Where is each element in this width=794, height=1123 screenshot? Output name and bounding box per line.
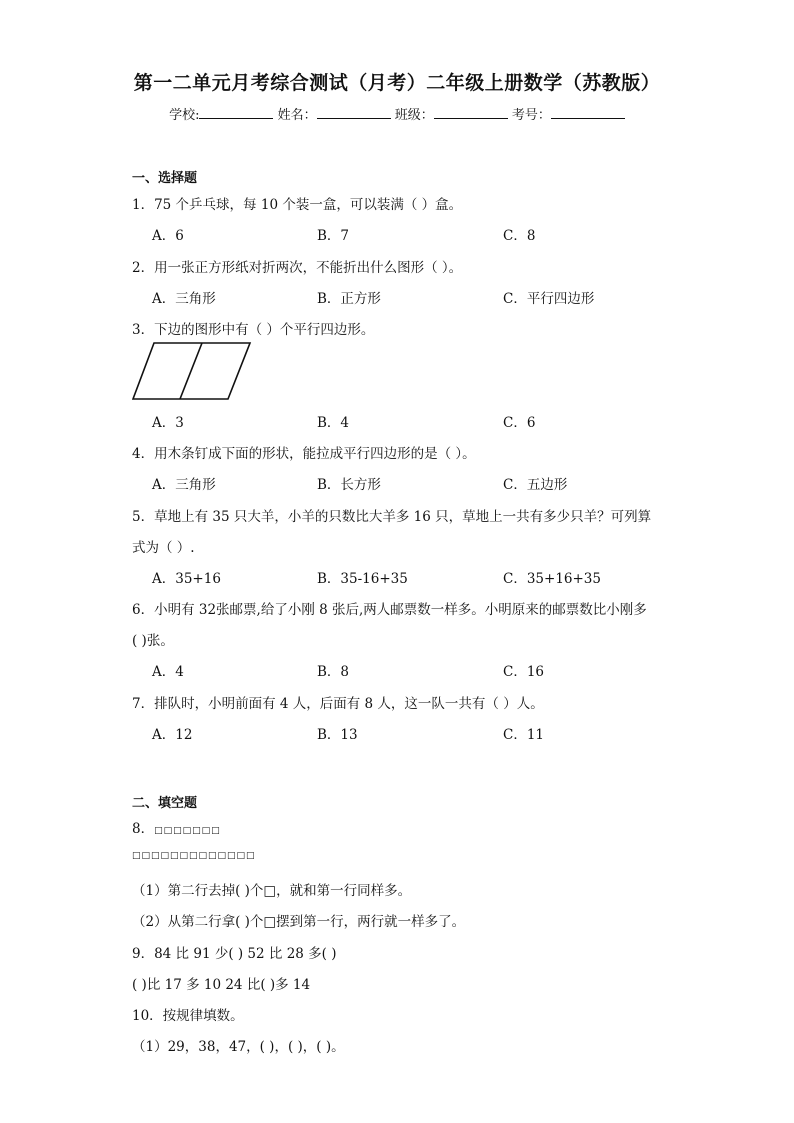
- question-7: 7．排队时，小明前面有 4 人，后面有 8 人，这一队一共有（ ）人。: [132, 696, 544, 712]
- option-a: A．6: [152, 228, 184, 244]
- question-2: 2．用一张正方形纸对折两次，不能折出什么图形（ ）。: [132, 260, 463, 276]
- question-10-sub-1: （1）29，38，47，( )，( )，( )。: [132, 1039, 345, 1055]
- section-title: 二、填空题: [132, 796, 198, 811]
- section-title: 一、选择题: [132, 171, 198, 186]
- question-8: [132, 817, 221, 837]
- option-a: A．三角形: [152, 477, 216, 493]
- option-a: A．三角形: [152, 291, 216, 307]
- option-c: C．16: [503, 664, 545, 680]
- parallelogram-figure: [132, 342, 252, 400]
- question-1: 1．75 个乒乓球，每 10 个装一盒，可以装满（ ）盒。: [132, 197, 463, 213]
- school-blank[interactable]: [199, 106, 273, 119]
- option-a: A．12: [152, 727, 193, 743]
- number-blank[interactable]: [551, 106, 625, 119]
- question-9-line-1: 9．84 比 91 少( ) 52 比 28 多( ): [132, 946, 337, 962]
- question-8-sub-1: （1）第二行去掉( )个□，就和第一行同样多。: [132, 883, 412, 899]
- option-b: B．7: [317, 228, 350, 244]
- option-c: C．8: [503, 228, 536, 244]
- question-3: 3．下边的图形中有（ ）个平行四边形。: [132, 322, 375, 338]
- question-6-line-1: 6．小明有 32张邮票,给了小刚 8 张后,两人邮票数一样多。小明原来的邮票数比小刚多: [132, 602, 647, 618]
- option-a: A．3: [152, 415, 184, 431]
- option-b: B．4: [317, 415, 350, 431]
- square-row-2: □□□□□□□□□□□□□: [132, 851, 256, 861]
- option-c: C．6: [503, 415, 536, 431]
- option-b: B．35-16+35: [317, 571, 408, 587]
- student-info-line: [0, 104, 794, 123]
- option-c: C．35+16+35: [503, 571, 601, 587]
- option-c: C．五边形: [503, 477, 568, 493]
- question-10: 10．按规律填数。: [132, 1008, 244, 1024]
- option-b: B．正方形: [317, 291, 381, 307]
- class-blank[interactable]: [434, 106, 508, 119]
- question-5-line-2: 式为（ ）.: [132, 540, 195, 556]
- option-b: B．13: [317, 727, 358, 743]
- option-b: B．长方形: [317, 477, 381, 493]
- question-9-line-2: ( )比 17 多 10 24 比( )多 14: [132, 977, 311, 993]
- question-8-sub-2: （2）从第二行拿( )个□摆到第一行，两行就一样多了。: [132, 914, 466, 930]
- name-blank[interactable]: [317, 106, 391, 119]
- option-c: C．11: [503, 727, 545, 743]
- question-5-line-1: 5．草地上有 35 只大羊，小羊的只数比大羊多 16 只，草地上一共有多少只羊？可列算: [132, 509, 652, 525]
- option-a: A．4: [152, 664, 184, 680]
- option-b: B．8: [317, 664, 350, 680]
- question-4: 4．用木条钉成下面的形状，能拉成平行四边形的是（ ）。: [132, 446, 476, 462]
- name-label: 姓名：: [277, 108, 317, 123]
- square-row-1: □□□□□□□: [154, 826, 221, 836]
- question-number: 8．: [132, 821, 155, 837]
- question-6-line-2: ( )张。: [132, 633, 174, 649]
- option-a: A．35+16: [152, 571, 221, 587]
- option-c: C．平行四边形: [503, 291, 595, 307]
- class-label: 班级：: [394, 108, 434, 123]
- number-label: 考号：: [511, 108, 551, 123]
- page-title: 第一二单元月考综合测试（月考）二年级上册数学（苏教版）: [133, 72, 661, 94]
- school-label: 学校:: [169, 108, 200, 123]
